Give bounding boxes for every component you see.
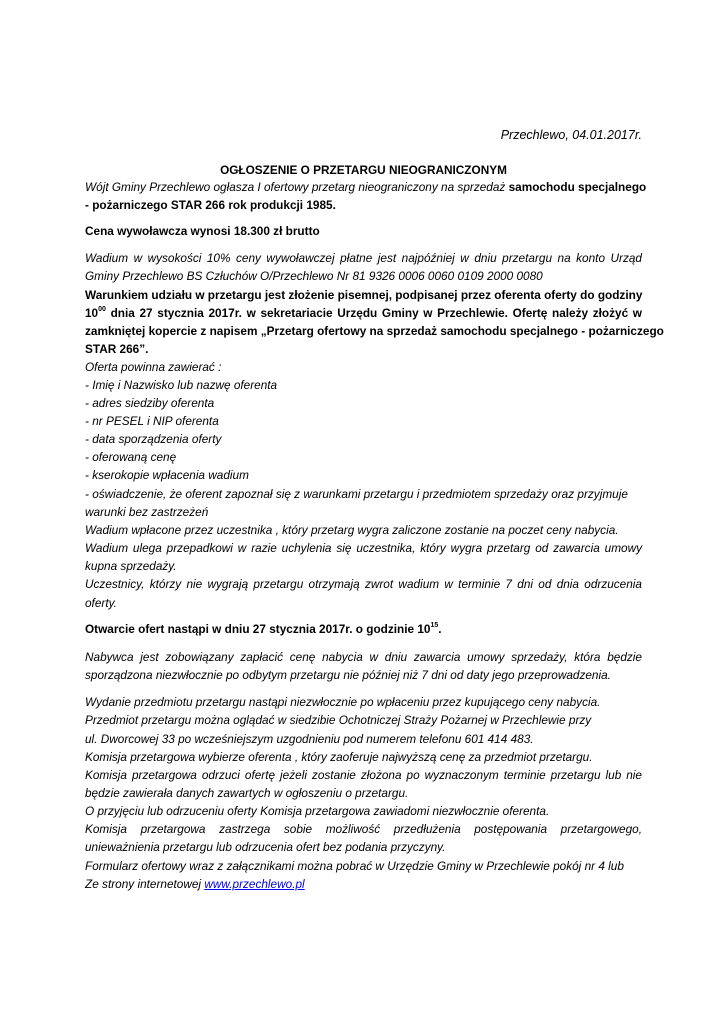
notify-text: O przyjęciu lub odrzuceniu oferty Komisja przetargowa zawiadomi niezwłocznie oferenta. xyxy=(85,804,550,818)
intro-text: Wójt Gminy Przechlewo ogłasza I ofertowy przetarg nieograniczony na sprzedaż xyxy=(85,180,509,194)
offer-declaration-line-1: - oświadczenie, że oferent zapoznał się z warunkami przetargu i przedmiotem sprzedaży oraz przyjmuje xyxy=(85,487,628,501)
intro-vehicle: samochodu specjalnego xyxy=(508,180,647,194)
intro-line-2: - pożarniczego STAR 266 rok produkcji 1985. xyxy=(85,198,336,212)
condition-line-4: STAR 266”. xyxy=(85,342,149,356)
condition-line-1: Warunkiem udziału w przetargu jest złożenie pisemnej, podpisanej przez oferenta oferty do godziny xyxy=(85,288,643,302)
offer-item: - adres siedziby oferenta xyxy=(85,396,215,410)
form-line-1: Formularz ofertowy wraz z załącznikami można pobrać w Urzędzie Gminy w Przechlewie pokój nr 4 lub xyxy=(85,859,624,873)
intro-line-1 xyxy=(85,180,647,195)
website-link[interactable]: www.przechlewo.pl xyxy=(204,877,305,891)
deposit-counted: Wadium wpłacone przez uczestnika , który przetarg wygra zaliczone zostanie na poczet ceny nabycia. xyxy=(85,523,619,537)
opening-date xyxy=(85,622,642,637)
deposit-forfeit-line-2: kupna sprzedaży. xyxy=(85,559,177,573)
condition-line-3: zamkniętej kopercie z napisem „Przetarg ofertowy na sprzedaż samochodu specjalnego - pożarniczego xyxy=(85,324,664,338)
condition-hour-minutes: 00 xyxy=(98,306,106,313)
place-date: Przechlewo, 04.01.2017r. xyxy=(500,128,642,142)
condition-line-2 xyxy=(85,306,642,321)
offer-item: - kserokopie wpłacenia wadium xyxy=(85,468,249,482)
starting-price: Cena wywoławcza wynosi 18.300 zł brutto xyxy=(85,224,320,238)
offer-declaration-line-2: warunki bez zastrzeżeń xyxy=(85,505,209,519)
deposit-forfeit-line-1: Wadium ulega przepadkowi w razie uchylenia się uczestnika, który wygra przetarg od zawarcia umowy xyxy=(85,541,642,555)
offer-item: - oferowaną cenę xyxy=(85,450,177,464)
offer-item: - Imię i Nazwisko lub nazwę oferenta xyxy=(85,378,278,392)
opening-end: . xyxy=(438,622,442,636)
opening-minutes: 15 xyxy=(430,622,439,629)
opening-text: Otwarcie ofert nastąpi w dniu 27 stycznia 2017r. o godzinie 10 xyxy=(85,622,431,636)
viewing-line-1: Przedmiot przetargu można oglądać w siedzibie Ochotniczej Straży Pożarnej w Przechlewie przy xyxy=(85,713,592,727)
buyer-line-1: Nabywca jest zobowiązany zapłacić cenę nabycia w dniu zawarcia umowy sprzedaży, która będzie xyxy=(85,650,642,664)
viewing-line-2: ul. Dworcowej 33 po wcześniejszym uzgodnieniu pod numerem telefonu 601 414 483. xyxy=(85,732,534,746)
buyer-line-2: sporządzona niezwłocznie po odbytym przetargu nie później niż 7 dni od daty jego przeprowadzenia. xyxy=(85,668,611,682)
offer-item: - nr PESEL i NIP oferenta xyxy=(85,414,219,428)
reject-line-1: Komisja przetargowa odrzuci ofertę jeżeli zostanie złożona po wyznaczonym terminie przetargu lub nie xyxy=(85,768,642,782)
release-text: Wydanie przedmiotu przetargu nastąpi niezwłocznie po wpłaceniu przez kupującego ceny nabycia. xyxy=(85,695,601,709)
deposit-refund-line-1: Uczestnicy, którzy nie wygrają przetargu otrzymają zwrot wadium w terminie 7 dni od dnia odrzucenia xyxy=(85,577,642,591)
offer-heading: Oferta powinna zawierać : xyxy=(85,360,222,374)
deposit-refund-line-2: oferty. xyxy=(85,596,117,610)
document-title: OGŁOSZENIE O PRZETARGU NIEOGRANICZONYM xyxy=(220,163,507,177)
deposit-line-1: Wadium w wysokości 10% ceny wywoławczej płatne jest najpóźniej w dniu przetargu na konto Urząd xyxy=(85,251,642,265)
deposit-line-2: Gminy Przechlewo BS Człuchów O/Przechlewo Nr 81 9326 0006 0060 0109 2000 0080 xyxy=(85,269,543,283)
reject-line-2: będzie zawierała danych zawartych w ogłoszeniu o przetargu. xyxy=(85,786,409,800)
form-line-2 xyxy=(85,877,642,892)
reserve-line-2: unieważnienia przetargu lub odrzucenia ofert bez podania przyczyny. xyxy=(85,840,446,854)
condition-hour: 10 xyxy=(85,306,99,320)
reserve-line-1: Komisja przetargowa zastrzega sobie możliwość przedłużenia postępowania przetargowego, xyxy=(85,822,642,836)
offer-item: - data sporządzenia oferty xyxy=(85,432,222,446)
condition-deadline: dnia 27 stycznia 2017r. w sekretariacie Urzędu Gminy w Przechlewie. Ofertę należy złożyć w xyxy=(105,306,642,320)
form-line-2-prefix: Ze strony internetowej xyxy=(85,877,205,891)
commission-select: Komisja przetargowa wybierze oferenta , który zaoferuje najwyższą cenę za przedmiot przetargu. xyxy=(85,750,593,764)
